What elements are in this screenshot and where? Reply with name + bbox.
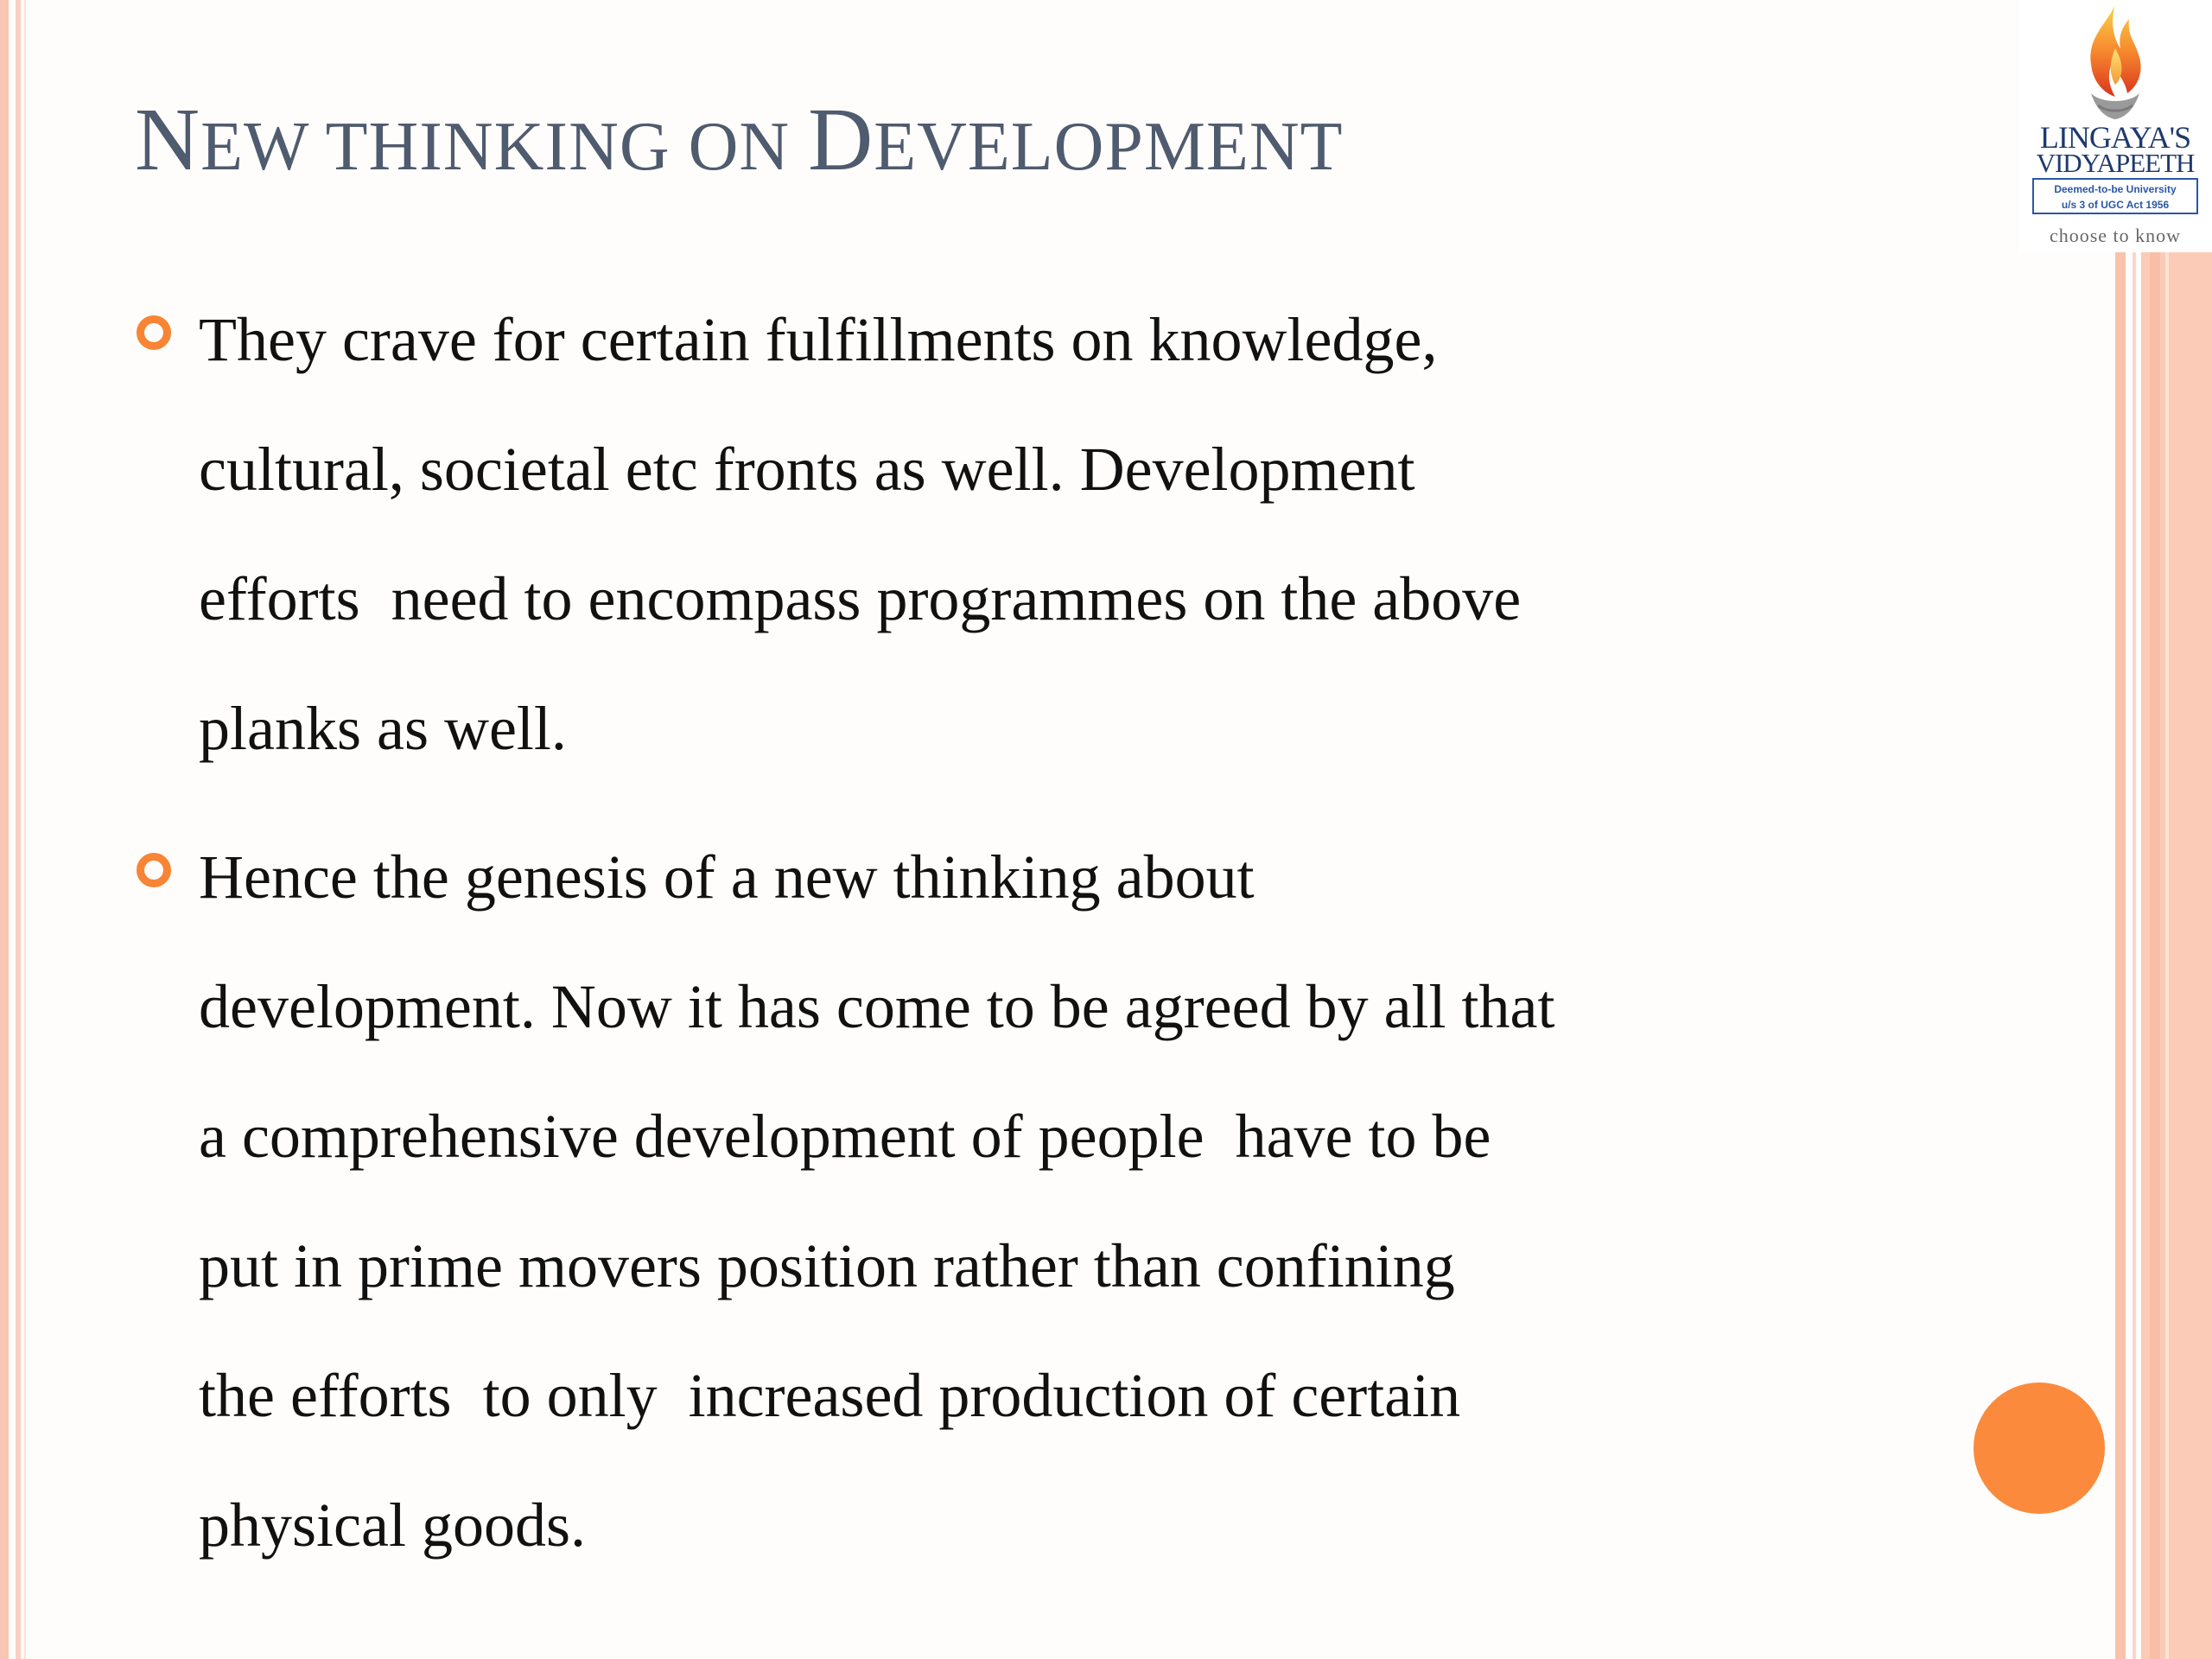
bullet-line: development. Now it has come to be agreed by all that	[199, 972, 1555, 1041]
slide-title-part: D	[808, 90, 874, 189]
bullet-line: the efforts to only increased production of certain	[199, 1361, 1461, 1430]
bullet-line: planks as well.	[199, 694, 567, 763]
slide-title-part: N	[135, 90, 201, 189]
bullet-line: put in prime movers position rather than confining	[199, 1231, 1455, 1300]
bullet-line: physical goods.	[199, 1491, 586, 1560]
bullet-line: a comprehensive development of people have to be	[199, 1102, 1491, 1171]
logo-name	[2022, 120, 2209, 178]
slide-title-part: EW THINKING ON	[200, 109, 809, 185]
right-border-band-dark	[2150, 251, 2160, 1659]
left-border-stripe-inner	[16, 0, 21, 1659]
bullet-line: cultural, societal etc fronts as well. Development	[199, 435, 1415, 504]
bullet-line: efforts need to encompass programmes on the above	[199, 564, 1522, 633]
right-border-stripe	[2115, 251, 2126, 1659]
bullet-text	[199, 275, 2013, 793]
right-border-band-light	[2165, 251, 2169, 1659]
logo-accreditation-box	[2032, 178, 2198, 214]
bullet-line: Hence the genesis of a new thinking about	[199, 842, 1255, 912]
left-border-stripe-thin	[24, 0, 26, 1659]
bullet-text	[199, 812, 2013, 1590]
logo-box-line1: Deemed-to-be University	[2054, 183, 2177, 195]
logo-box-line2: u/s 3 of UGC Act 1956	[2061, 199, 2170, 211]
left-border-stripe	[0, 0, 9, 1659]
logo-tagline: choose to know	[2049, 225, 2182, 246]
logo-name-line2: VIDYAPEETH	[2036, 148, 2195, 178]
slide-title	[135, 86, 1344, 200]
bullet-line: They crave for certain fulfillments on knowledge,	[199, 305, 1438, 374]
flame-icon	[2018, 0, 2212, 130]
bullet-marker-icon	[137, 315, 171, 350]
logo-name-line1: LINGAYA'S	[2039, 120, 2191, 155]
accent-circle	[1974, 1382, 2105, 1514]
slide-title-part: EVELOPMENT	[874, 109, 1344, 185]
right-border-stripe-thin	[2133, 251, 2136, 1659]
bullet-marker-icon	[137, 853, 171, 887]
